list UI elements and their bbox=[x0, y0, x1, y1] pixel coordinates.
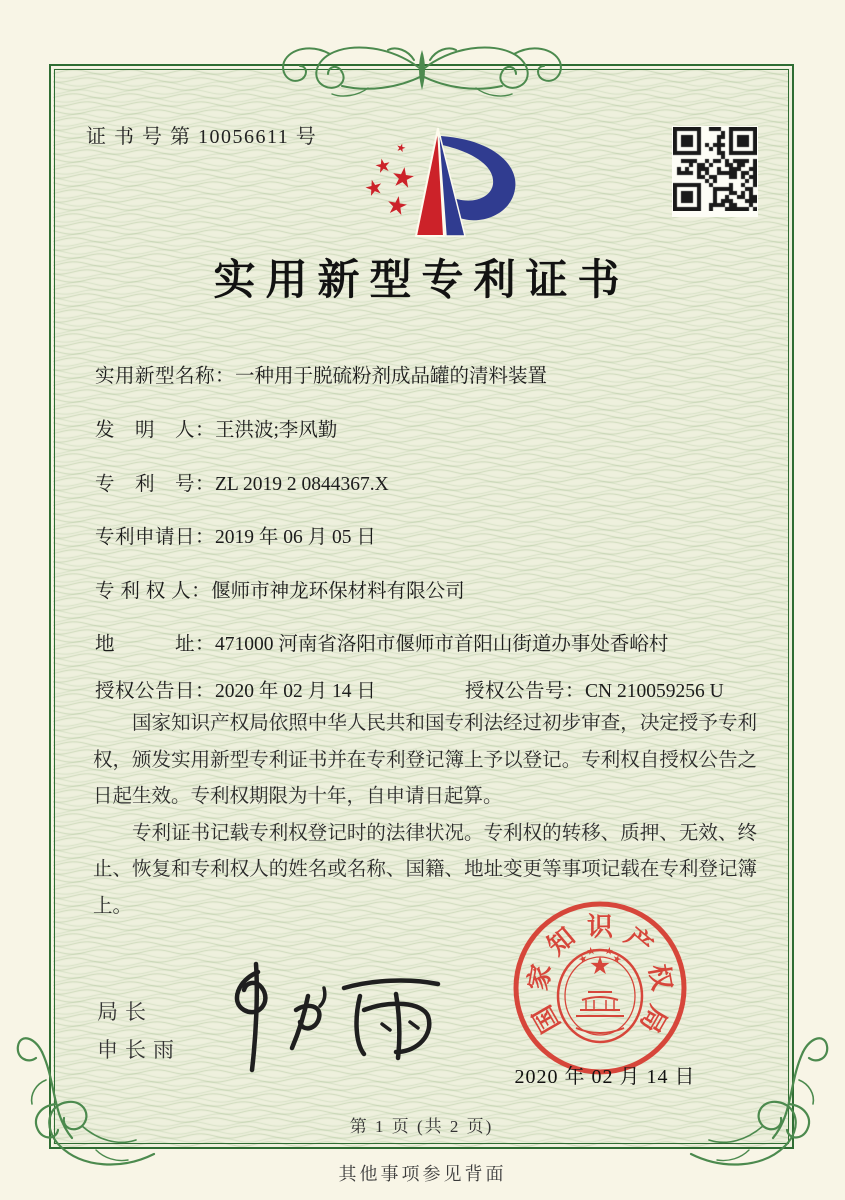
field-grant-number bbox=[465, 675, 724, 703]
field-patent-number bbox=[95, 468, 755, 496]
field-value: 一种用于脱硫粉剂成品罐的清料装置 bbox=[235, 366, 548, 387]
legal-text-block bbox=[93, 706, 757, 925]
field-grant-date bbox=[95, 675, 755, 703]
field-label: 授权公告日： bbox=[95, 681, 216, 702]
field-label: 专 利 权 人： bbox=[95, 581, 212, 602]
reverse-side-note: 其他事项参见背面 bbox=[338, 1164, 507, 1184]
field-patentee bbox=[95, 575, 755, 603]
field-inventor bbox=[95, 414, 755, 442]
cnipa-seal-icon bbox=[512, 900, 688, 1076]
seal-text: 国 家 知 识 产 权 局 bbox=[523, 912, 677, 1038]
field-application-date bbox=[95, 521, 755, 549]
field-value: 偃师市神龙环保材料有限公司 bbox=[211, 581, 465, 602]
commissioner-name: 申长雨 bbox=[97, 1038, 181, 1062]
qr-code-icon bbox=[672, 126, 758, 217]
legal-paragraph-1: 国家知识产权局依照中华人民共和国专利法经过初步审查，决定授予专利权，颁发实用新型专利证书并在专利登记簿上予以登记。专利权自授权公告之日起生效。专利权期限为十年，自申请日起算。 bbox=[93, 713, 757, 807]
legal-paragraph-2: 专利证书记载专利权登记时的法律状况。专利权的转移、质押、无效、终止、恢复和专利权人的姓名或名称、国籍、地址变更等事项记载在专利登记簿上。 bbox=[93, 822, 757, 917]
field-utility-model-name bbox=[95, 360, 755, 388]
field-value: CN 210059256 U bbox=[585, 681, 724, 702]
field-address bbox=[95, 628, 755, 656]
field-label: 实用新型名称： bbox=[95, 366, 236, 387]
field-value: ZL 2019 2 0844367.X bbox=[215, 474, 389, 495]
page-number: 第 1 页 (共 2 页) bbox=[349, 1117, 494, 1136]
seal-date: 2020 年 02 月 14 日 bbox=[514, 1066, 696, 1088]
commissioner-title: 局长 bbox=[97, 1000, 153, 1024]
field-value: 471000 河南省洛阳市偃师市首阳山街道办事处香峪村 bbox=[215, 634, 669, 655]
bottom-right-flourish-icon bbox=[673, 1018, 833, 1178]
cnipa-logo-icon bbox=[345, 126, 520, 241]
handwritten-signature-icon bbox=[212, 958, 452, 1073]
field-label: 授权公告号： bbox=[465, 681, 586, 702]
field-value: 2020 年 02 月 14 日 bbox=[215, 681, 376, 702]
field-value: 王洪波;李风勤 bbox=[215, 420, 338, 441]
certificate-number: 证 书 号 第 10056611 号 bbox=[86, 126, 318, 148]
top-scroll-ornament-icon bbox=[272, 36, 572, 100]
field-label: 专 利 号： bbox=[95, 474, 216, 495]
field-label: 发 明 人： bbox=[95, 420, 216, 441]
field-value: 2019 年 06 月 05 日 bbox=[215, 527, 376, 548]
certificate-title: 实用新型专利证书 bbox=[213, 258, 630, 304]
field-label: 地 址： bbox=[95, 634, 216, 655]
field-label: 专利申请日： bbox=[95, 527, 216, 548]
